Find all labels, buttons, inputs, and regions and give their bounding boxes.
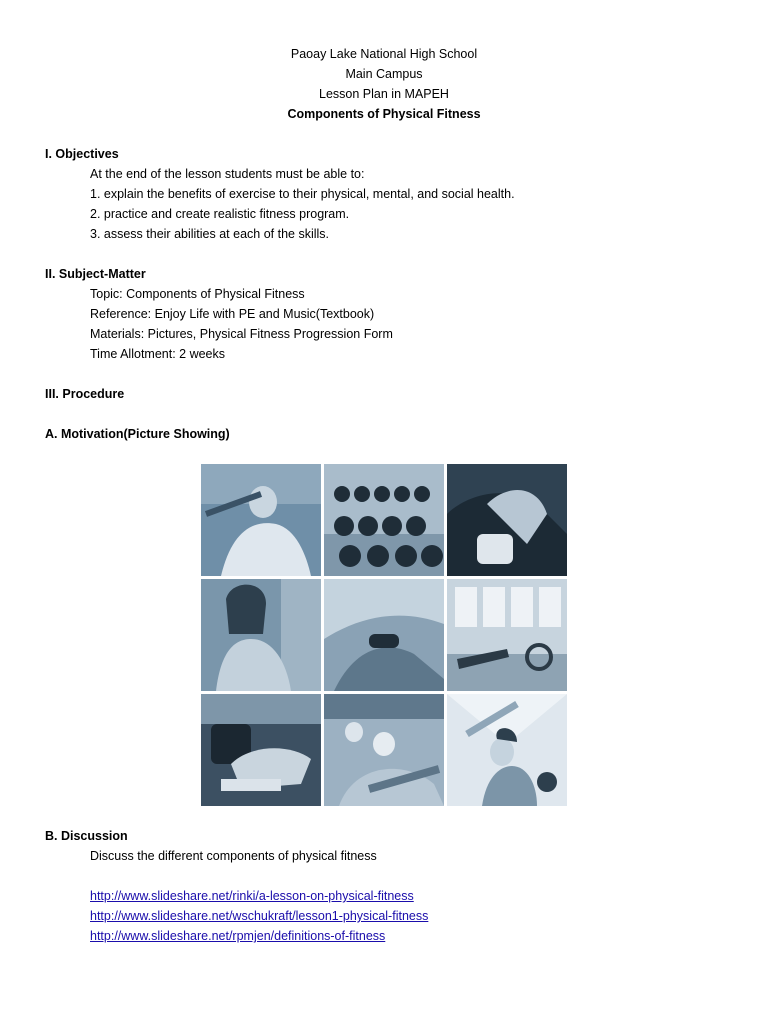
- fitness-photo-collage: [201, 464, 567, 806]
- photo-women-floor-exercise: [324, 694, 444, 806]
- link-physical-fitness-lesson[interactable]: http://www.slideshare.net/rinki/a-lesson-on-physical-fitness: [90, 889, 414, 903]
- lesson-title: Components of Physical Fitness: [287, 107, 481, 121]
- lesson-subject: Lesson Plan in MAPEH: [319, 87, 449, 101]
- photo-woman-lifting-weights: [201, 464, 321, 576]
- photo-hand-on-dumbbell: [201, 694, 321, 806]
- reference-line: Reference: Enjoy Life with PE and Music(Textbook): [90, 307, 375, 321]
- objective-item: 2. practice and create realistic fitness program.: [90, 207, 350, 221]
- photo-dumbbell-rack: [324, 464, 444, 576]
- motivation-heading: A. Motivation(Picture Showing): [45, 427, 230, 441]
- photo-man-with-kettlebell: [447, 464, 567, 576]
- objective-item: 1. explain the benefits of exercise to their physical, mental, and social health.: [90, 187, 515, 201]
- subject-matter-heading: II. Subject-Matter: [45, 267, 146, 281]
- objectives-intro: At the end of the lesson students must be able to:: [90, 167, 365, 181]
- photo-treadmill-room: [447, 579, 567, 691]
- discussion-heading: B. Discussion: [45, 829, 128, 843]
- procedure-heading: III. Procedure: [45, 387, 125, 401]
- topic-line: Topic: Components of Physical Fitness: [90, 287, 305, 301]
- time-allotment-line: Time Allotment: 2 weeks: [90, 347, 226, 361]
- discussion-text: Discuss the different components of physical fitness: [90, 849, 377, 863]
- photo-woman-smiling-gym: [201, 579, 321, 691]
- document-header: [0, 44, 768, 124]
- school-name: Paoay Lake National High School: [290, 47, 478, 61]
- campus-name: Main Campus: [345, 67, 423, 81]
- link-definitions-of-fitness[interactable]: http://www.slideshare.net/rpmjen/definitions-of-fitness: [90, 929, 386, 943]
- photo-woman-stretching: [447, 694, 567, 806]
- photo-man-dumbbell-curl: [324, 579, 444, 691]
- materials-line: Materials: Pictures, Physical Fitness Progression Form: [90, 327, 393, 341]
- objective-item: 3. assess their abilities at each of the skills.: [90, 227, 330, 241]
- link-lesson1-physical-fitness[interactable]: http://www.slideshare.net/wschukraft/lesson1-physical-fitness: [90, 909, 429, 923]
- objectives-heading: I. Objectives: [45, 147, 119, 161]
